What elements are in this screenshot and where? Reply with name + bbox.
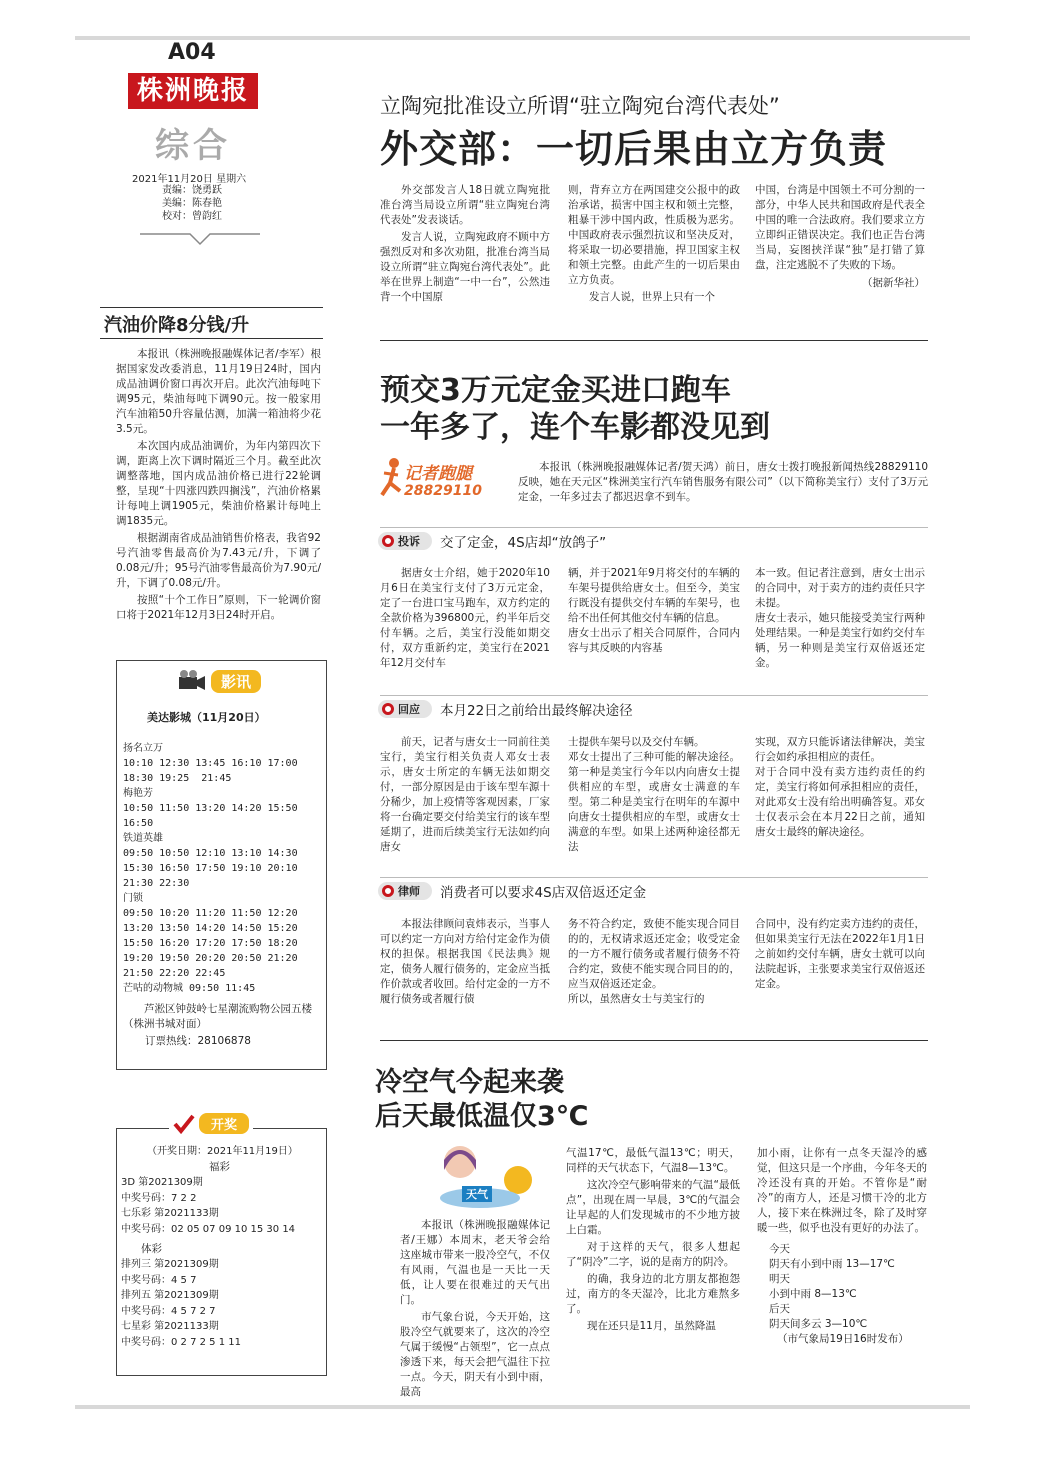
oil-headline: 汽油价降8分钱/升: [104, 315, 250, 336]
lottery-category-welfare: 福彩: [209, 1161, 230, 1173]
hotline-badge: 记者跑腿 28829110: [380, 455, 500, 505]
bottom-rule: [75, 1405, 970, 1409]
welfare-results: [121, 1175, 323, 1237]
list-item: 七星彩 第2021133期: [121, 1321, 219, 1332]
list-item: 排列三 第2021309期: [121, 1259, 219, 1270]
lottery-category-sports: 体彩: [141, 1243, 162, 1255]
list-item: 中奖号码：7 2 2: [121, 1192, 197, 1204]
cinema-address: 芦淞区钟鼓岭七星潮流购物公园五楼（株洲书城对面）: [123, 1003, 312, 1030]
list-item: 16:50: [123, 818, 154, 829]
response-col-3: 实现，双方只能诉诸法律解决，美宝行会如约承担相应的责任。 对于合同中没有卖方违约责任的约定，美宝行将如何承担相应的责任，对此邓女士没有给出明确答复。邓女士仅表示会在本月22日之前，通知唐女士最终的解决途径。: [755, 736, 925, 838]
list-item: 明天: [769, 1273, 790, 1285]
section-response: 回应 本月22日之前给出最终解决途径: [378, 699, 633, 719]
list-item: 中奖号码：0 2 7 2 5 1 11: [121, 1336, 241, 1348]
lawyer-col-2: 务不符合约定，致使不能实现合同目的的，无权请求返还定金；收受定金的一方不履行债务或者履行债务不符合约定，致使不能实现合同目的的，应当双倍返还定金。 所以，虽然唐女士与美宝行的: [568, 918, 740, 1005]
list-item: 铁道英雄: [123, 833, 163, 844]
list-item: 梅艳芳: [123, 788, 153, 799]
list-item: 后天: [769, 1303, 790, 1315]
story3-column-3: 加小雨，让你有一点冬天湿冷的感觉，但这只是一个序曲，今年冬天的冷还没有真的开始。不管你是“耐冷”的南方人，还是习惯干冷的北方人，接下来在株洲过冬，除了及时穿暖一些，似乎也没有更好的办法了。 今天 阴天有小到中雨 13—17℃ 明天 小到中雨 8—13℃ 后天 阴天间多云 3—10℃ （市气象局19日16时发布）: [757, 1147, 927, 1345]
complaint-col-3: 本一致。但记者注意到，唐女士出示的合同中，对于卖方的违约责任只字未提。 唐女士表示，她只能接受美宝行两种处理结果。一种是美宝行如约交付车辆，另一种则是美宝行双倍返还定金。: [755, 567, 925, 669]
cinema-title: 美达影城（11月20日）: [147, 711, 266, 724]
lottery-box: [116, 1118, 327, 1376]
divider: [380, 527, 928, 528]
lawyer-col-1: 本报法律顾问袁炜表示，当事人可以约定一方向对方给付定金作为债权的担保。根据我国《民法典》规定，债务人履行债务的，定金应当抵作价款或者收回。给付定金的一方不履行债务或者履行债: [380, 918, 550, 1005]
list-item: 10:10 12:30 13:45 16:10 17:00: [123, 758, 298, 769]
story3-column-2: 气温17℃，最低气温13℃；明天，同样的天气状态下，气温8—13℃。 这次冷空气影响带来的气温“最低点”，出现在周一早晨，3℃的气温会让早起的人们发现城市的不少地方披上白霜。 对于这样的天气，很多人想起了“阴冷”二字，说的是南方的阴冷。 的确，我身边的北方朋友都抱怨过，南方的冬天湿冷，比北方难熬多了。 现在还只是11月，虽然降温: [566, 1147, 740, 1332]
issue-date: 2021年11月20日 星期六: [132, 174, 247, 185]
story1-headline: 外交部：一切后果由立方负责: [380, 127, 888, 171]
section-complaint: 投诉 交了定金，4S店却“放鸽子”: [378, 531, 606, 551]
response-col-2: 士提供车架号以及交付车辆。 邓女士提出了三种可能的解决途径。第一种是美宝行今年以内向唐女士提供相应的车型，或唐女士满意的车型。第二种是美宝行在明年的车源中向唐女士提供相应的车型，或唐女士满意的车型。如果上述两种途径都无法: [568, 736, 740, 853]
list-item: 中奖号码：4 5 7: [121, 1274, 197, 1286]
runner-icon: [380, 457, 404, 501]
weather-badge: 天气: [420, 1140, 535, 1210]
list-item: 15:30 16:50 17:50 19:10 20:10: [123, 863, 298, 874]
story2-lead: 本报讯（株洲晚报融媒体记者/贺天鸿）前日，唐女士拨打晚报新闻热线28829110反映，她在天元区“株洲美宝行汽车销售服务有限公司”（以下简称美宝行）支付了3万元定金，一年多过去了都迟迟拿不到车。: [518, 461, 928, 503]
forecast-list: [757, 1242, 927, 1332]
story2-headline-2: 一年多了，连个车影都没见到: [380, 410, 770, 445]
divider: [380, 877, 928, 878]
complaint-col-2: 辆，并于2021年9月将交付的车辆的车架号提供给唐女士。但至今，美宝行既没有提供交付车辆的车架号，也给不出任何其他交付车辆的信息。 唐女士出示了相关合同原件，合同内容与其反映的内容基: [568, 567, 740, 654]
story3-column-1: 本报讯（株洲晚报融媒体记者/王娜）本周末，老天爷会给这座城市带来一股冷空气，不仅有风雨，气温也是一天比一天低，让人要在很难过的天气出门。 市气象台说，今天开始，这股冷空气就要来了，这次的冷空气属于缓慢“占领型”，它一点点渗透下来，每天会把气温往下拉一点。今天，阴天有小到中雨，最高: [400, 1219, 550, 1398]
list-item: 21:50 22:20 22:45: [123, 968, 226, 979]
film-camera-icon: [177, 669, 207, 693]
list-item: 19:20 19:50 20:20 20:50 21:20: [123, 953, 298, 964]
list-item: 阴天间多云 3—10℃: [769, 1318, 868, 1330]
cinema-phone: 订票热线：28106878: [145, 1035, 251, 1047]
story3-headline-1: 冷空气今起来袭: [375, 1067, 564, 1098]
list-item: 18:30 19:25 21:45: [123, 773, 232, 784]
list-item: 10:50 11:50 13:20 14:20 15:50: [123, 803, 298, 814]
divider: [380, 695, 928, 696]
story3-headline-2: 后天最低温仅3℃: [375, 1101, 589, 1132]
divider: [100, 338, 323, 339]
cinema-box: [116, 660, 327, 1070]
list-item: 13:20 13:50 14:20 14:50 15:20: [123, 923, 298, 934]
list-item: 3D 第2021309期: [121, 1177, 203, 1188]
list-item: 芒咕的动物城 09:50 11:45: [123, 983, 256, 994]
section-title: 综合: [155, 126, 231, 166]
list-item: 扬名立万: [123, 743, 163, 754]
list-item: 今天: [769, 1243, 790, 1255]
list-item: 门锁: [123, 893, 143, 904]
lawyer-col-3: 合同中，没有约定卖方违约的责任，但如果美宝行无法在2022年1月1日之前如约交付车辆，唐女士就可以向法院起诉，主张要求美宝行双倍返还定金。: [755, 918, 925, 990]
oil-article: 本报讯（株洲晚报融媒体记者/李军）根据国家发改委消息，11月19日24时，国内成品油调价窗口再次开启。此次汽油每吨下调95元，柴油每吨下调90元。按一般家用汽车油箱50升容量估测，加满一箱油将少花3.5元。 本次国内成品油调价，为年内第四次下调，距离上次下调时隔近三个月。截至此次调整落地，国内成品油价格已进行22轮调整，呈现“十四涨四跌四搁浅”，汽油价格累计每吨上调1905元，柴油价格累计每吨上调1835元。 根据湖南省成品油销售价格表，我省92号汽油零售最高价为7.43元/升，下调了0.08元/升；95号汽油零售最高价为7.90元/升，下调了0.08元/升。 按照“十个工作日”原则，下一轮调价窗口将于2021年12月3日24时开启。: [116, 348, 321, 621]
story1-column-3: 中国，台湾是中国领土不可分割的一部分，中华人民共和国政府是代表全中国的唯一合法政府。我们要求立方立即纠正错误决定。我们也正告台湾当局，妄图挟洋谋“独”是打错了算盘，注定逃脱不了失败的下场。 （据新华社）: [755, 184, 925, 289]
list-item: 小到中雨 8—13℃: [769, 1288, 857, 1300]
list-item: 21:30 22:30: [123, 878, 190, 889]
story1-column-1: 外交部发言人18日就立陶宛批准台湾当局设立所谓“驻立陶宛台湾代表处”发表谈话。 发言人说，立陶宛政府不顾中方强烈反对和多次劝阻，批准台湾当局设立所谓“驻立陶宛台湾代表处”。此举在世界上制造“一中一台”，公然违背一个中国原: [380, 184, 550, 303]
sports-results: [121, 1257, 323, 1350]
forecast-source: （市气象局19日16时发布）: [777, 1333, 909, 1345]
section-lawyer: 律师 消费者可以要求4S店双倍返还定金: [378, 881, 646, 901]
bullet-icon: [382, 703, 394, 715]
lottery-date: （开奖日期：2021年11月19日）: [147, 1146, 298, 1157]
story1-column-2: 则，背弃立方在两国建交公报中的政治承诺，损害中国主权和领土完整，粗暴干涉中国内政，性质极为恶劣。中国政府表示强烈抗议和坚决反对，将采取一切必要措施，捍卫国家主权和领土完整。由此产生的一切后果由立方负责。 发言人说，世界上只有一个: [568, 184, 740, 303]
editor-list: 责编：饶勇跃 美编：陈春艳 校对：曾韵红: [162, 185, 222, 222]
divider: [380, 340, 928, 341]
list-item: 阴天有小到中雨 13—17℃: [769, 1258, 895, 1270]
check-icon: [173, 1114, 195, 1134]
divider: [380, 1040, 928, 1041]
lottery-badge: 开奖: [169, 1113, 253, 1134]
list-item: 09:50 10:50 12:10 13:10 14:30: [123, 848, 298, 859]
newspaper-logo: 株洲晚报: [128, 73, 258, 109]
showtime-list: [123, 741, 323, 996]
list-item: 七乐彩 第2021133期: [121, 1208, 219, 1219]
list-item: 中奖号码：4 5 7 2 7: [121, 1305, 216, 1317]
cinema-badge: 影讯: [177, 669, 261, 693]
list-item: 中奖号码：02 05 07 09 10 15 30 14: [121, 1223, 296, 1235]
bullet-icon: [382, 535, 394, 547]
list-item: 09:50 10:20 11:20 11:50 12:20: [123, 908, 298, 919]
divider: [100, 307, 323, 308]
story2-headline-1: 预交3万元定金买进口跑车: [380, 373, 731, 408]
list-item: 15:50 16:20 17:20 17:50 18:20: [123, 938, 298, 949]
bullet-icon: [382, 885, 394, 897]
page-number: A04: [168, 40, 216, 65]
response-col-1: 前天，记者与唐女士一同前往美宝行，美宝行相关负责人邓女士表示，唐女士所定的车辆无法如期交付，一部分原因是由于该车型车源十分稀少，加上疫情等客观因素，厂家将一台确定要交付给美宝行的该车型延期了，进而后续美宝行无法如约向唐女: [380, 736, 550, 853]
list-item: 排列五 第2021309期: [121, 1290, 219, 1301]
story1-kicker: 立陶宛批准设立所谓“驻立陶宛台湾代表处”: [380, 94, 780, 118]
chevron-down-icon: [140, 228, 260, 246]
complaint-col-1: 据唐女士介绍，她于2020年10月6日在美宝行支付了3万元定金，定了一台进口宝马跑车，双方约定的全款价格为396800元，约半年后交付车辆。之后，美宝行没能如期交付，双方重新约定，美宝行在2021年12月交付车: [380, 567, 550, 669]
